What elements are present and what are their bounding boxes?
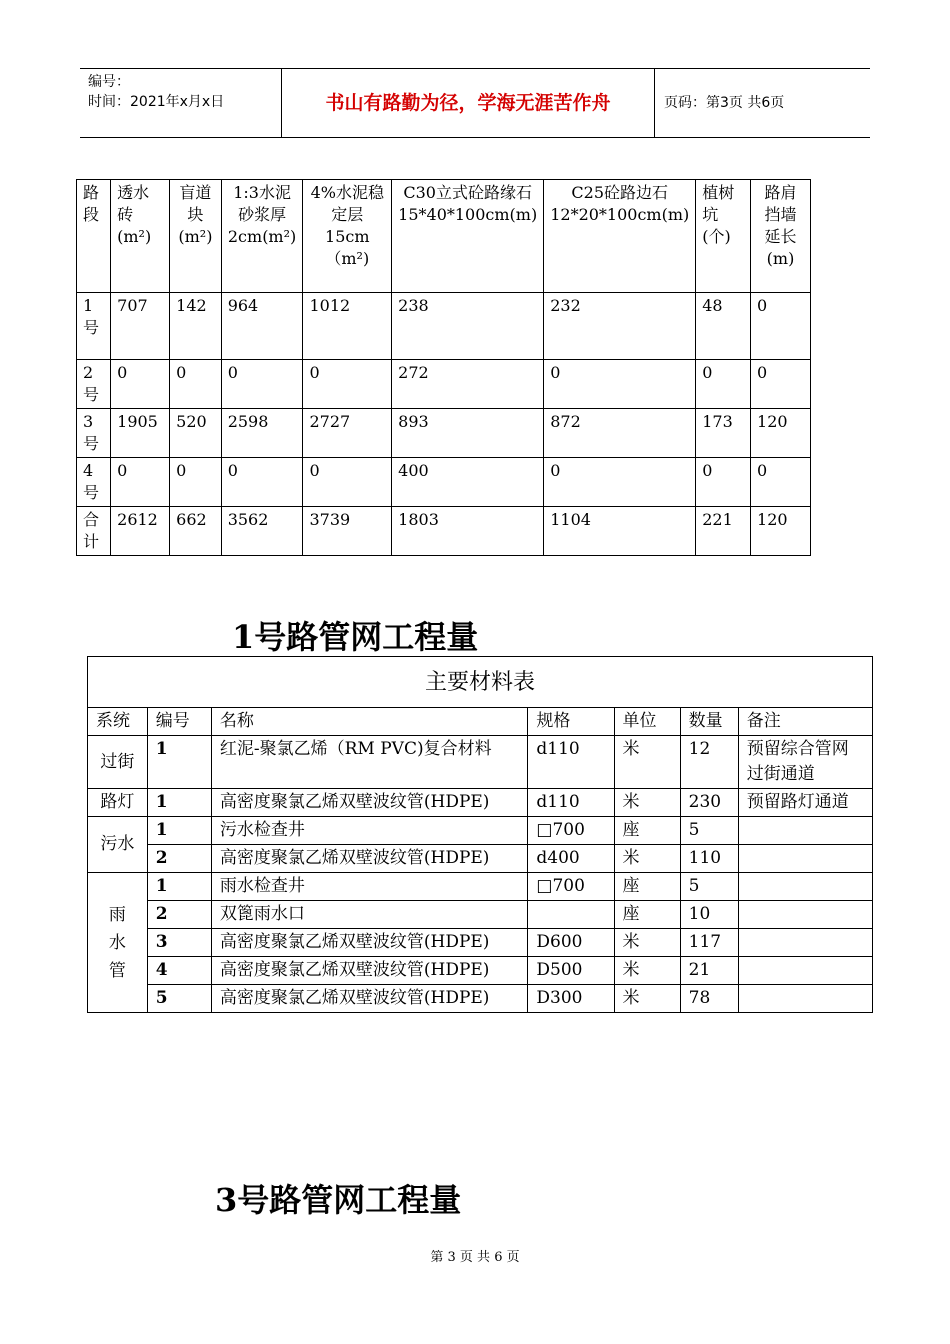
- table-cell: 红泥-聚氯乙烯（RM PVC)复合材料: [211, 736, 528, 789]
- table-cell: 120: [751, 409, 811, 458]
- row-label: 2号: [77, 360, 111, 409]
- page-footer: 第 3 页 共 6 页: [430, 1250, 520, 1265]
- materials-table: [87, 656, 873, 1013]
- table-cell: 893: [392, 409, 544, 458]
- table-cell: 0: [751, 293, 811, 360]
- table-cell: 2: [147, 901, 211, 929]
- doc-time-label: 时间：2021年x月x日: [88, 94, 225, 110]
- table-row: [88, 845, 873, 873]
- table-cell: 120: [751, 507, 811, 556]
- table-cell: 高密度聚氯乙烯双壁波纹管(HDPE): [211, 957, 528, 985]
- table-cell: 1: [147, 789, 211, 817]
- table-cell: D600: [528, 929, 614, 957]
- table-cell: 1803: [392, 507, 544, 556]
- table-cell: d110: [528, 789, 614, 817]
- table-cell: 4: [147, 957, 211, 985]
- table-cell: 2727: [303, 409, 392, 458]
- table-cell: 232: [544, 293, 696, 360]
- table-row: [88, 985, 873, 1013]
- table-cell: 0: [303, 360, 392, 409]
- table-cell: 1: [147, 817, 211, 845]
- table-cell: 173: [696, 409, 751, 458]
- col-header-retaining-wall: 路肩挡墙延长(m): [751, 180, 811, 293]
- page-header: [80, 68, 870, 138]
- table-cell: d400: [528, 845, 614, 873]
- table-cell: 0: [303, 458, 392, 507]
- table-cell: 高密度聚氯乙烯双壁波纹管(HDPE): [211, 929, 528, 957]
- table-cell: 座: [614, 901, 680, 929]
- table-cell: 0: [544, 360, 696, 409]
- table-cell: 5: [680, 873, 738, 901]
- col-header-c25-edge: C25砼路边石12*20*100cm(m): [544, 180, 696, 293]
- col-header-stabilized-layer: 4%水泥稳定层15cm（m²): [303, 180, 392, 293]
- header-meta: [80, 69, 288, 140]
- table-cell: 双篦雨水口: [211, 901, 528, 929]
- col-header-permeable-brick: 透水砖(m²): [111, 180, 170, 293]
- col-header-tree-pit: 植树坑(个): [696, 180, 751, 293]
- table-cell: 0: [751, 458, 811, 507]
- materials-table-caption: 主要材料表: [88, 657, 873, 708]
- table-cell: 0: [696, 360, 751, 409]
- quantities-table: [76, 179, 811, 556]
- table-cell: 230: [680, 789, 738, 817]
- table-cell: 米: [614, 789, 680, 817]
- col-header-c30-curb: C30立式砼路缘石15*40*100cm(m): [392, 180, 544, 293]
- table-cell: 0: [544, 458, 696, 507]
- table-cell: 高密度聚氯乙烯双壁波纹管(HDPE): [211, 789, 528, 817]
- table-row: [88, 736, 873, 789]
- system-label: 雨水管: [88, 873, 148, 1013]
- table-cell: 预留综合管网过街通道: [738, 736, 872, 789]
- table-row: [77, 409, 811, 458]
- table-cell: 48: [696, 293, 751, 360]
- table-cell: 污水检查井: [211, 817, 528, 845]
- system-label: 路灯: [88, 789, 148, 817]
- table-cell: 872: [544, 409, 696, 458]
- table-cell: 5: [680, 817, 738, 845]
- table-cell: 0: [170, 458, 222, 507]
- table-cell: 117: [680, 929, 738, 957]
- table-cell: 0: [751, 360, 811, 409]
- table-row: [77, 293, 811, 360]
- table-cell: 米: [614, 957, 680, 985]
- table-cell: 1104: [544, 507, 696, 556]
- row-label: 4号: [77, 458, 111, 507]
- table-cell: [738, 845, 872, 873]
- table-cell: 高密度聚氯乙烯双壁波纹管(HDPE): [211, 845, 528, 873]
- system-label: 污水: [88, 817, 148, 873]
- col-header-spec: 规格: [528, 708, 614, 736]
- table-cell: 0: [170, 360, 222, 409]
- table-cell: 0: [221, 458, 303, 507]
- table-cell: □700: [528, 817, 614, 845]
- table-cell: 12: [680, 736, 738, 789]
- table-row: [88, 817, 873, 845]
- table-cell: [528, 901, 614, 929]
- col-header-tactile-block: 盲道块(m²): [170, 180, 222, 293]
- table-cell: 520: [170, 409, 222, 458]
- table-cell: D300: [528, 985, 614, 1013]
- col-header-unit: 单位: [614, 708, 680, 736]
- table-cell: 2: [147, 845, 211, 873]
- header-motto: 书山有路勤为径，学海无涯苦作舟: [281, 69, 655, 137]
- table-row: [88, 873, 873, 901]
- table-cell: 662: [170, 507, 222, 556]
- system-label: 过街: [88, 736, 148, 789]
- table-cell: 座: [614, 873, 680, 901]
- col-header-mortar: 1:3水泥砂浆厚2cm(m²): [221, 180, 303, 293]
- table-cell: [738, 929, 872, 957]
- table-cell: 2612: [111, 507, 170, 556]
- col-header-quantity: 数量: [680, 708, 738, 736]
- materials-header-row: [88, 708, 873, 736]
- section3-title: 3号路管网工程量: [215, 1181, 462, 1219]
- table-cell: 1905: [111, 409, 170, 458]
- col-header-section: 路段: [77, 180, 111, 293]
- table-cell: [738, 901, 872, 929]
- table-cell: 预留路灯通道: [738, 789, 872, 817]
- table-cell: 238: [392, 293, 544, 360]
- table-cell: 0: [696, 458, 751, 507]
- table-cell: 1: [147, 873, 211, 901]
- table-cell: 2598: [221, 409, 303, 458]
- table-row: [77, 458, 811, 507]
- col-header-remark: 备注: [738, 708, 872, 736]
- table-cell: 米: [614, 736, 680, 789]
- row-label: 合计: [77, 507, 111, 556]
- col-header-system: 系统: [88, 708, 148, 736]
- table-cell: 3562: [221, 507, 303, 556]
- table-cell: 3: [147, 929, 211, 957]
- table-cell: 78: [680, 985, 738, 1013]
- quantities-header-row: [77, 180, 811, 293]
- doc-number-label: 编号：: [88, 74, 130, 90]
- table-cell: 0: [221, 360, 303, 409]
- col-header-number: 编号: [147, 708, 211, 736]
- table-cell: 272: [392, 360, 544, 409]
- table-row: [88, 929, 873, 957]
- table-cell: 高密度聚氯乙烯双壁波纹管(HDPE): [211, 985, 528, 1013]
- table-cell: 10: [680, 901, 738, 929]
- table-cell: 米: [614, 985, 680, 1013]
- table-cell: 142: [170, 293, 222, 360]
- table-cell: [738, 873, 872, 901]
- section1-title: 1号路管网工程量: [232, 618, 479, 656]
- table-cell: 米: [614, 845, 680, 873]
- table-cell: 707: [111, 293, 170, 360]
- table-cell: 400: [392, 458, 544, 507]
- col-header-name: 名称: [211, 708, 528, 736]
- table-cell: 雨水检查井: [211, 873, 528, 901]
- table-cell: [738, 985, 872, 1013]
- table-cell: 1012: [303, 293, 392, 360]
- table-row: [77, 360, 811, 409]
- table-cell: 5: [147, 985, 211, 1013]
- table-cell: [738, 957, 872, 985]
- table-cell: 米: [614, 929, 680, 957]
- table-cell: 221: [696, 507, 751, 556]
- table-cell: 3739: [303, 507, 392, 556]
- table-cell: D500: [528, 957, 614, 985]
- table-cell: 0: [111, 458, 170, 507]
- table-cell: 110: [680, 845, 738, 873]
- table-row: [88, 957, 873, 985]
- table-cell: 0: [111, 360, 170, 409]
- table-cell: 座: [614, 817, 680, 845]
- row-label: 1号: [77, 293, 111, 360]
- table-row: [88, 901, 873, 929]
- table-row: [88, 789, 873, 817]
- table-cell: d110: [528, 736, 614, 789]
- table-cell: 1: [147, 736, 211, 789]
- row-label: 3号: [77, 409, 111, 458]
- table-row: [77, 507, 811, 556]
- table-cell: 964: [221, 293, 303, 360]
- table-cell: [738, 817, 872, 845]
- table-cell: □700: [528, 873, 614, 901]
- header-page-label: 页码：第3页 共6页: [664, 95, 785, 111]
- table-cell: 21: [680, 957, 738, 985]
